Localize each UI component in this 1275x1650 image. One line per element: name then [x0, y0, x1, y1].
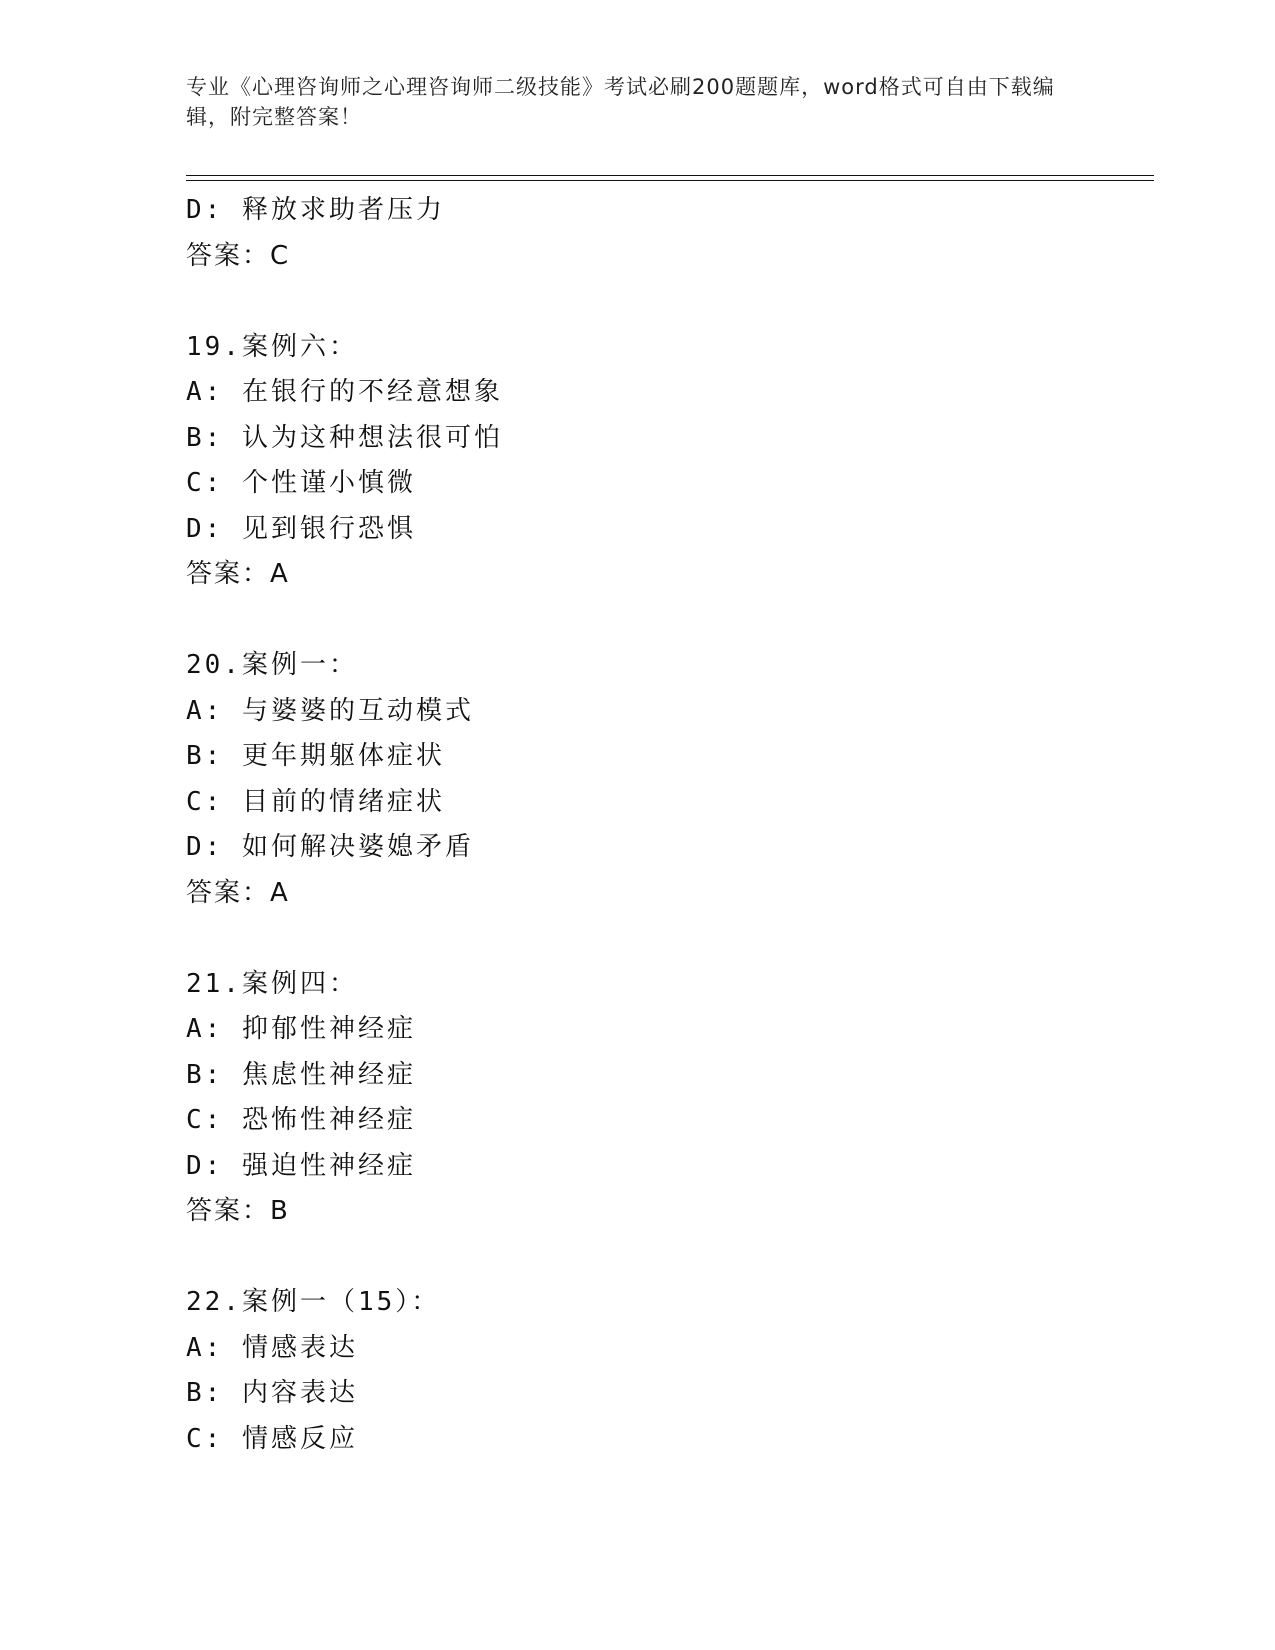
option-b: B: 内容表达: [186, 1378, 358, 1408]
answer: 答案：A: [186, 877, 290, 908]
question-stem: 21.案例四：: [186, 968, 358, 999]
spacer: [186, 916, 1154, 962]
question-18-tail: [186, 188, 1154, 279]
question-20: [186, 643, 1154, 916]
option-b: B: 认为这种想法很可怕: [186, 422, 503, 453]
spacer: [186, 279, 1154, 325]
option-b: B: 更年期躯体症状: [186, 741, 445, 771]
option-a: A: 抑郁性神经症: [186, 1014, 416, 1044]
question-stem: 22.案例一（15）：: [186, 1287, 441, 1317]
option-c: C: 情感反应: [186, 1423, 358, 1454]
answer: 答案：B: [186, 1196, 290, 1226]
option-c: C: 目前的情绪症状: [186, 786, 445, 817]
option-d: D: 见到银行恐惧: [186, 513, 416, 544]
question-stem: 19.案例六：: [186, 331, 358, 362]
option-a: A: 情感表达: [186, 1332, 358, 1363]
spacer: [186, 598, 1154, 644]
header-divider-top: [186, 175, 1154, 176]
option-d: D: 强迫性神经症: [186, 1150, 416, 1181]
option-a: A: 与婆婆的互动模式: [186, 695, 474, 726]
option-a: A: 在银行的不经意想象: [186, 377, 503, 407]
spacer: [186, 1235, 1154, 1281]
question-19: [186, 325, 1154, 598]
header-divider-bottom: [186, 180, 1154, 181]
question-stem: 20.案例一：: [186, 650, 358, 680]
question-21: [186, 962, 1154, 1235]
answer: 答案：A: [186, 559, 290, 589]
option-d: D: 释放求助者压力: [186, 195, 445, 225]
question-22: [186, 1280, 1154, 1462]
answer: 答案：C: [186, 240, 291, 271]
option-b: B: 焦虑性神经症: [186, 1059, 416, 1090]
option-d: D: 如何解决婆媳矛盾: [186, 832, 474, 862]
option-c: C: 个性谨小慎微: [186, 468, 416, 498]
option-c: C: 恐怖性神经症: [186, 1105, 416, 1135]
question-list: [186, 188, 1154, 1462]
document-header-title: 专业《心理咨询师之心理咨询师二级技能》考试必刷200题题库，word格式可自由下载编辑，附完整答案！: [186, 75, 1055, 129]
